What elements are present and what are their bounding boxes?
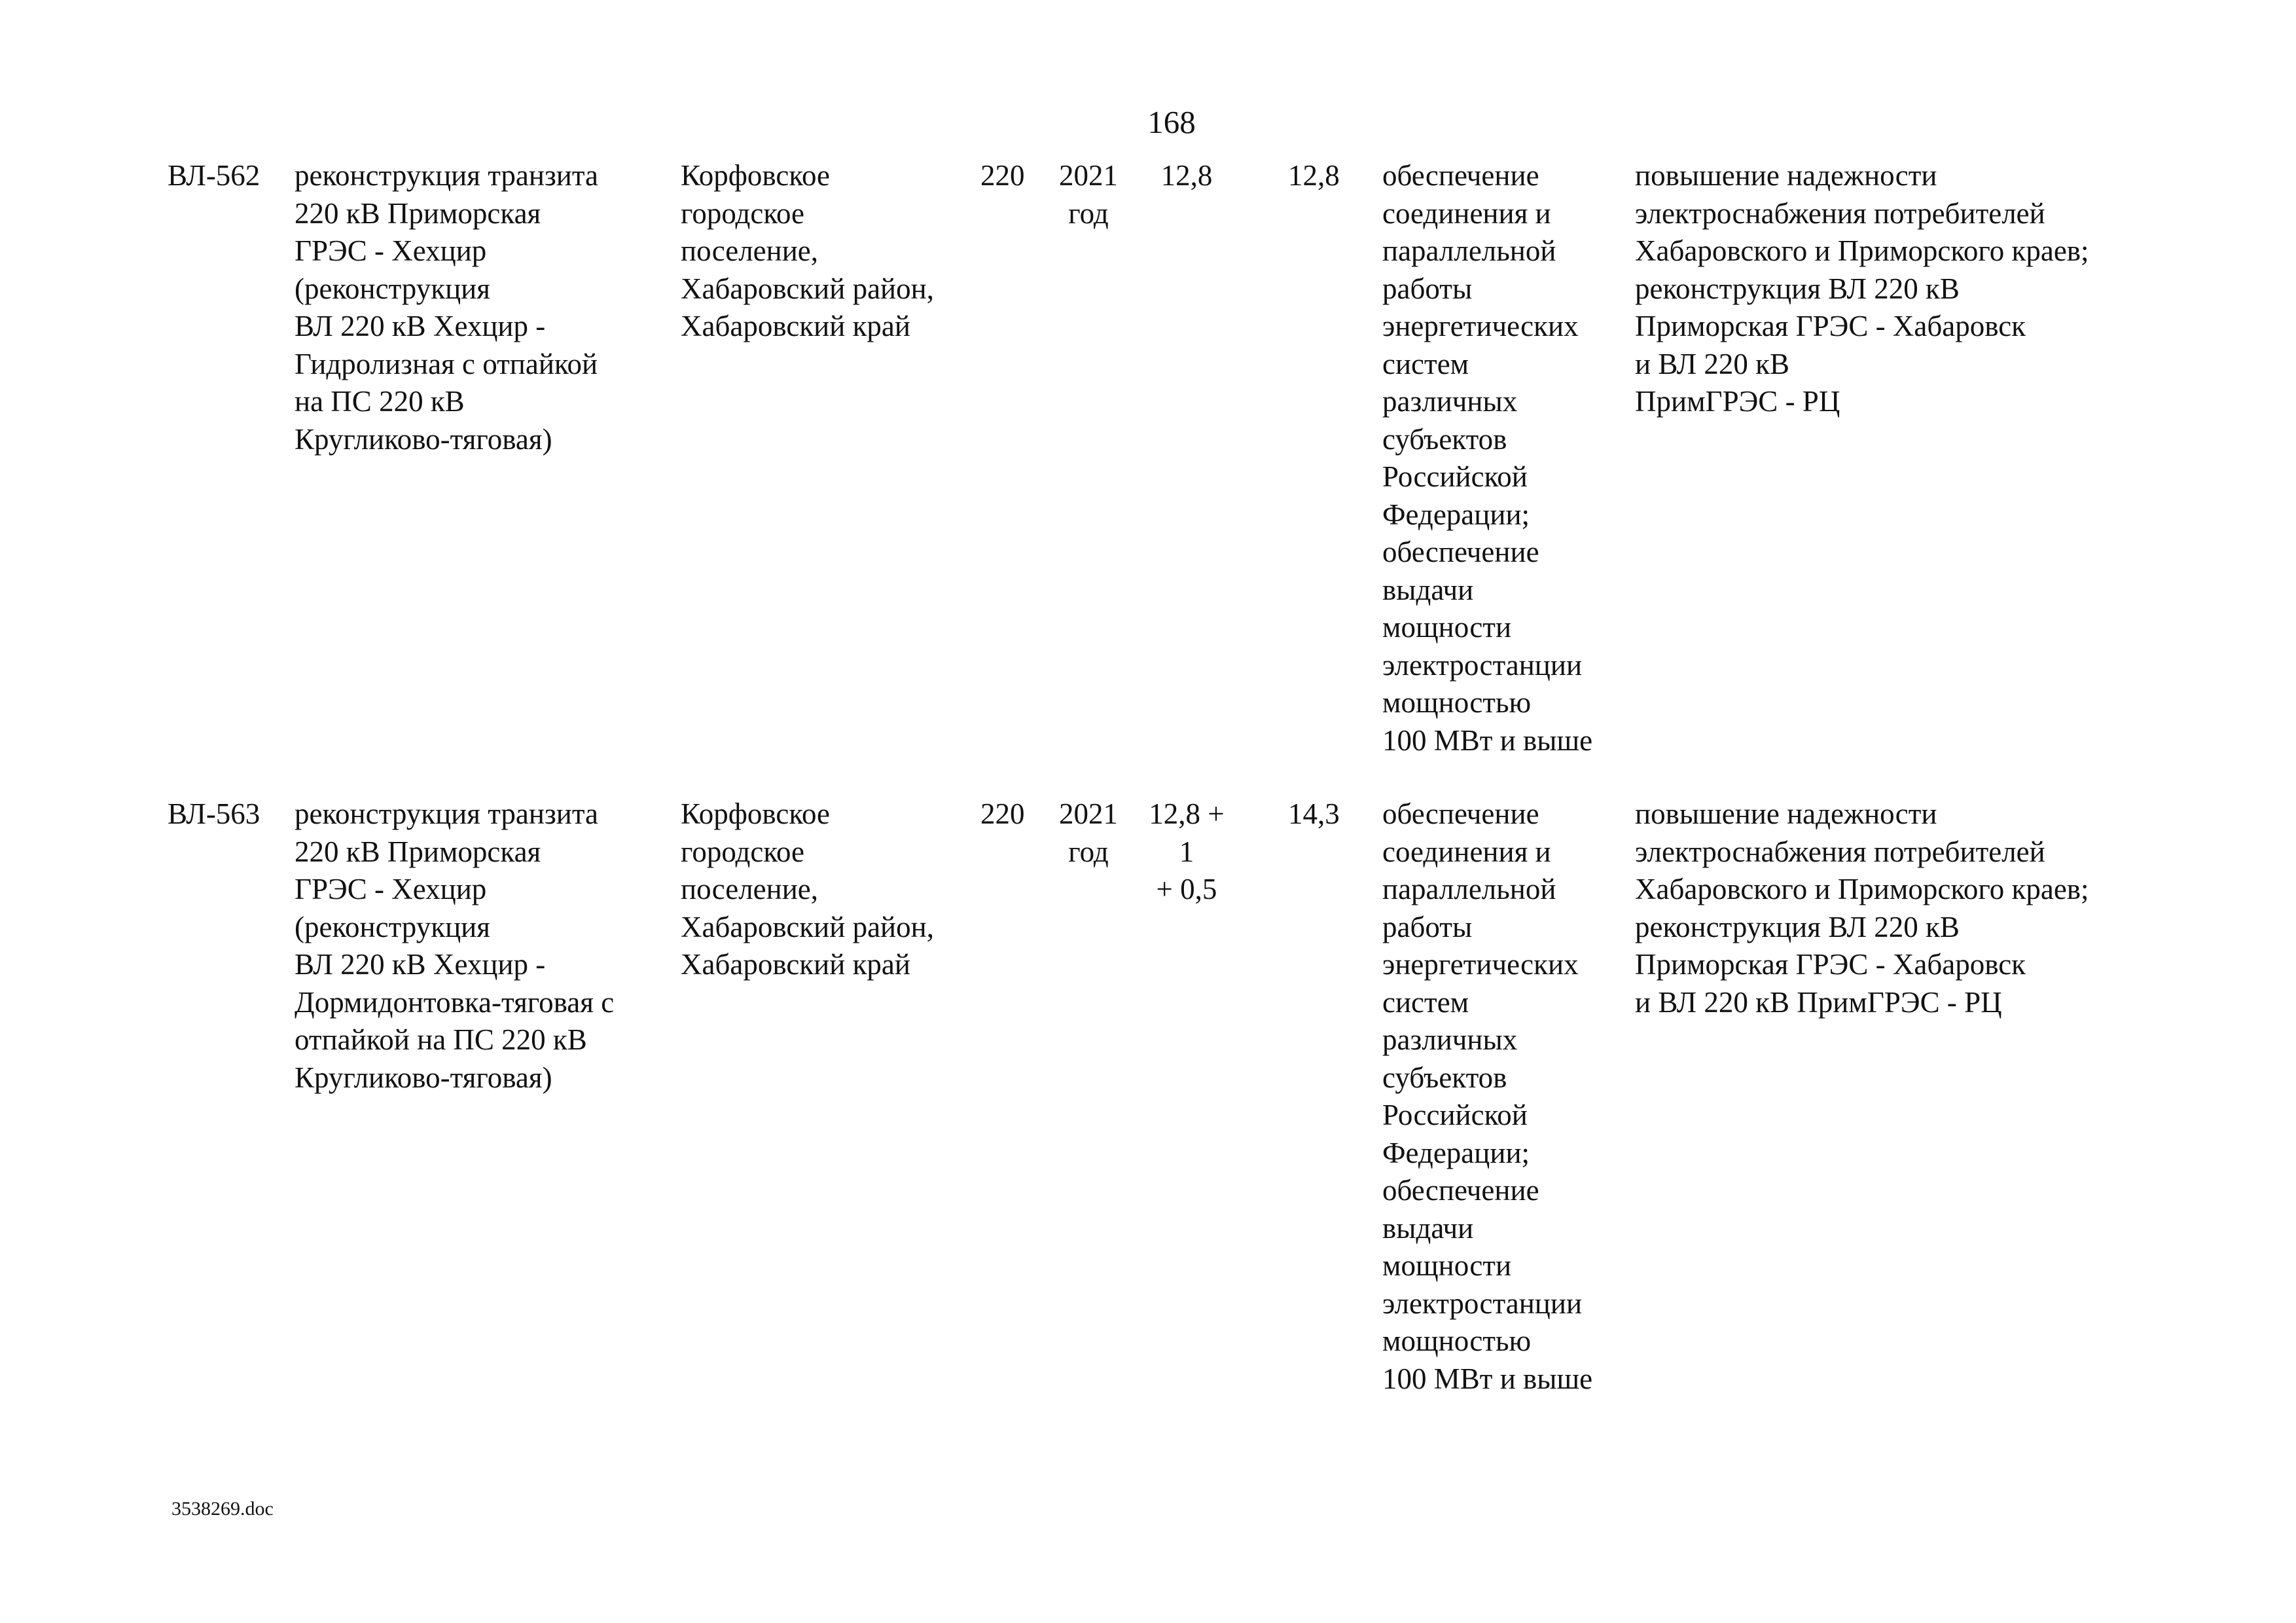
- line-purpose: обеспечение соединения и параллельной работы энергетических систем различных субъектов Российской Федерации; обеспечение выдачи мощности электростанции мощностью 100 МВт и выше: [1382, 159, 1593, 757]
- line-code: ВЛ-562: [168, 159, 260, 192]
- line-description: реконструкция транзита 220 кВ Приморская ГРЭС - Хехцир (реконструкция ВЛ 220 кВ Хехцир - Дормидонтовка-тяговая с отпайкой на ПС 220 кВ Кругликово-тяговая): [295, 797, 615, 1094]
- line-goal: повышение надежности электроснабжения потребителей Хабаровского и Приморского краев; реконструкция ВЛ 220 кВ Приморская ГРЭС - Хабаровск и ВЛ 220 кВ ПримГРЭС - РЦ: [1635, 159, 2089, 418]
- line-location: Корфовское городское поселение, Хабаровский район, Хабаровский край: [681, 797, 934, 981]
- line-location: Корфовское городское поселение, Хабаровский район, Хабаровский край: [681, 159, 934, 342]
- line-length: 12,8 + 1 + 0,5: [1149, 797, 1225, 905]
- line-voltage: 220: [980, 797, 1025, 830]
- line-code: ВЛ-563: [168, 797, 260, 830]
- line-year: 2021 год: [1059, 797, 1118, 868]
- line-total-length: 14,3: [1288, 797, 1340, 830]
- line-length: 12,8: [1160, 159, 1213, 192]
- line-purpose: обеспечение соединения и параллельной работы энергетических систем различных субъектов Российской Федерации; обеспечение выдачи мощности электростанции мощностью 100 МВт и выше: [1382, 797, 1593, 1395]
- page-number: 168: [1147, 104, 1196, 140]
- line-goal: повышение надежности электроснабжения потребителей Хабаровского и Приморского краев; реконструкция ВЛ 220 кВ Приморская ГРЭС - Хабаровск и ВЛ 220 кВ ПримГРЭС - РЦ: [1635, 797, 2089, 1019]
- line-total-length: 12,8: [1288, 159, 1340, 192]
- line-voltage: 220: [980, 159, 1025, 192]
- line-description: реконструкция транзита 220 кВ Приморская ГРЭС - Хехцир (реконструкция ВЛ 220 кВ Хехцир - Гидролизная с отпайкой на ПС 220 кВ Кругликово-тяговая): [295, 159, 599, 456]
- line-year: 2021 год: [1059, 159, 1118, 230]
- document-footer-filename: 3538269.doc: [171, 1498, 274, 1520]
